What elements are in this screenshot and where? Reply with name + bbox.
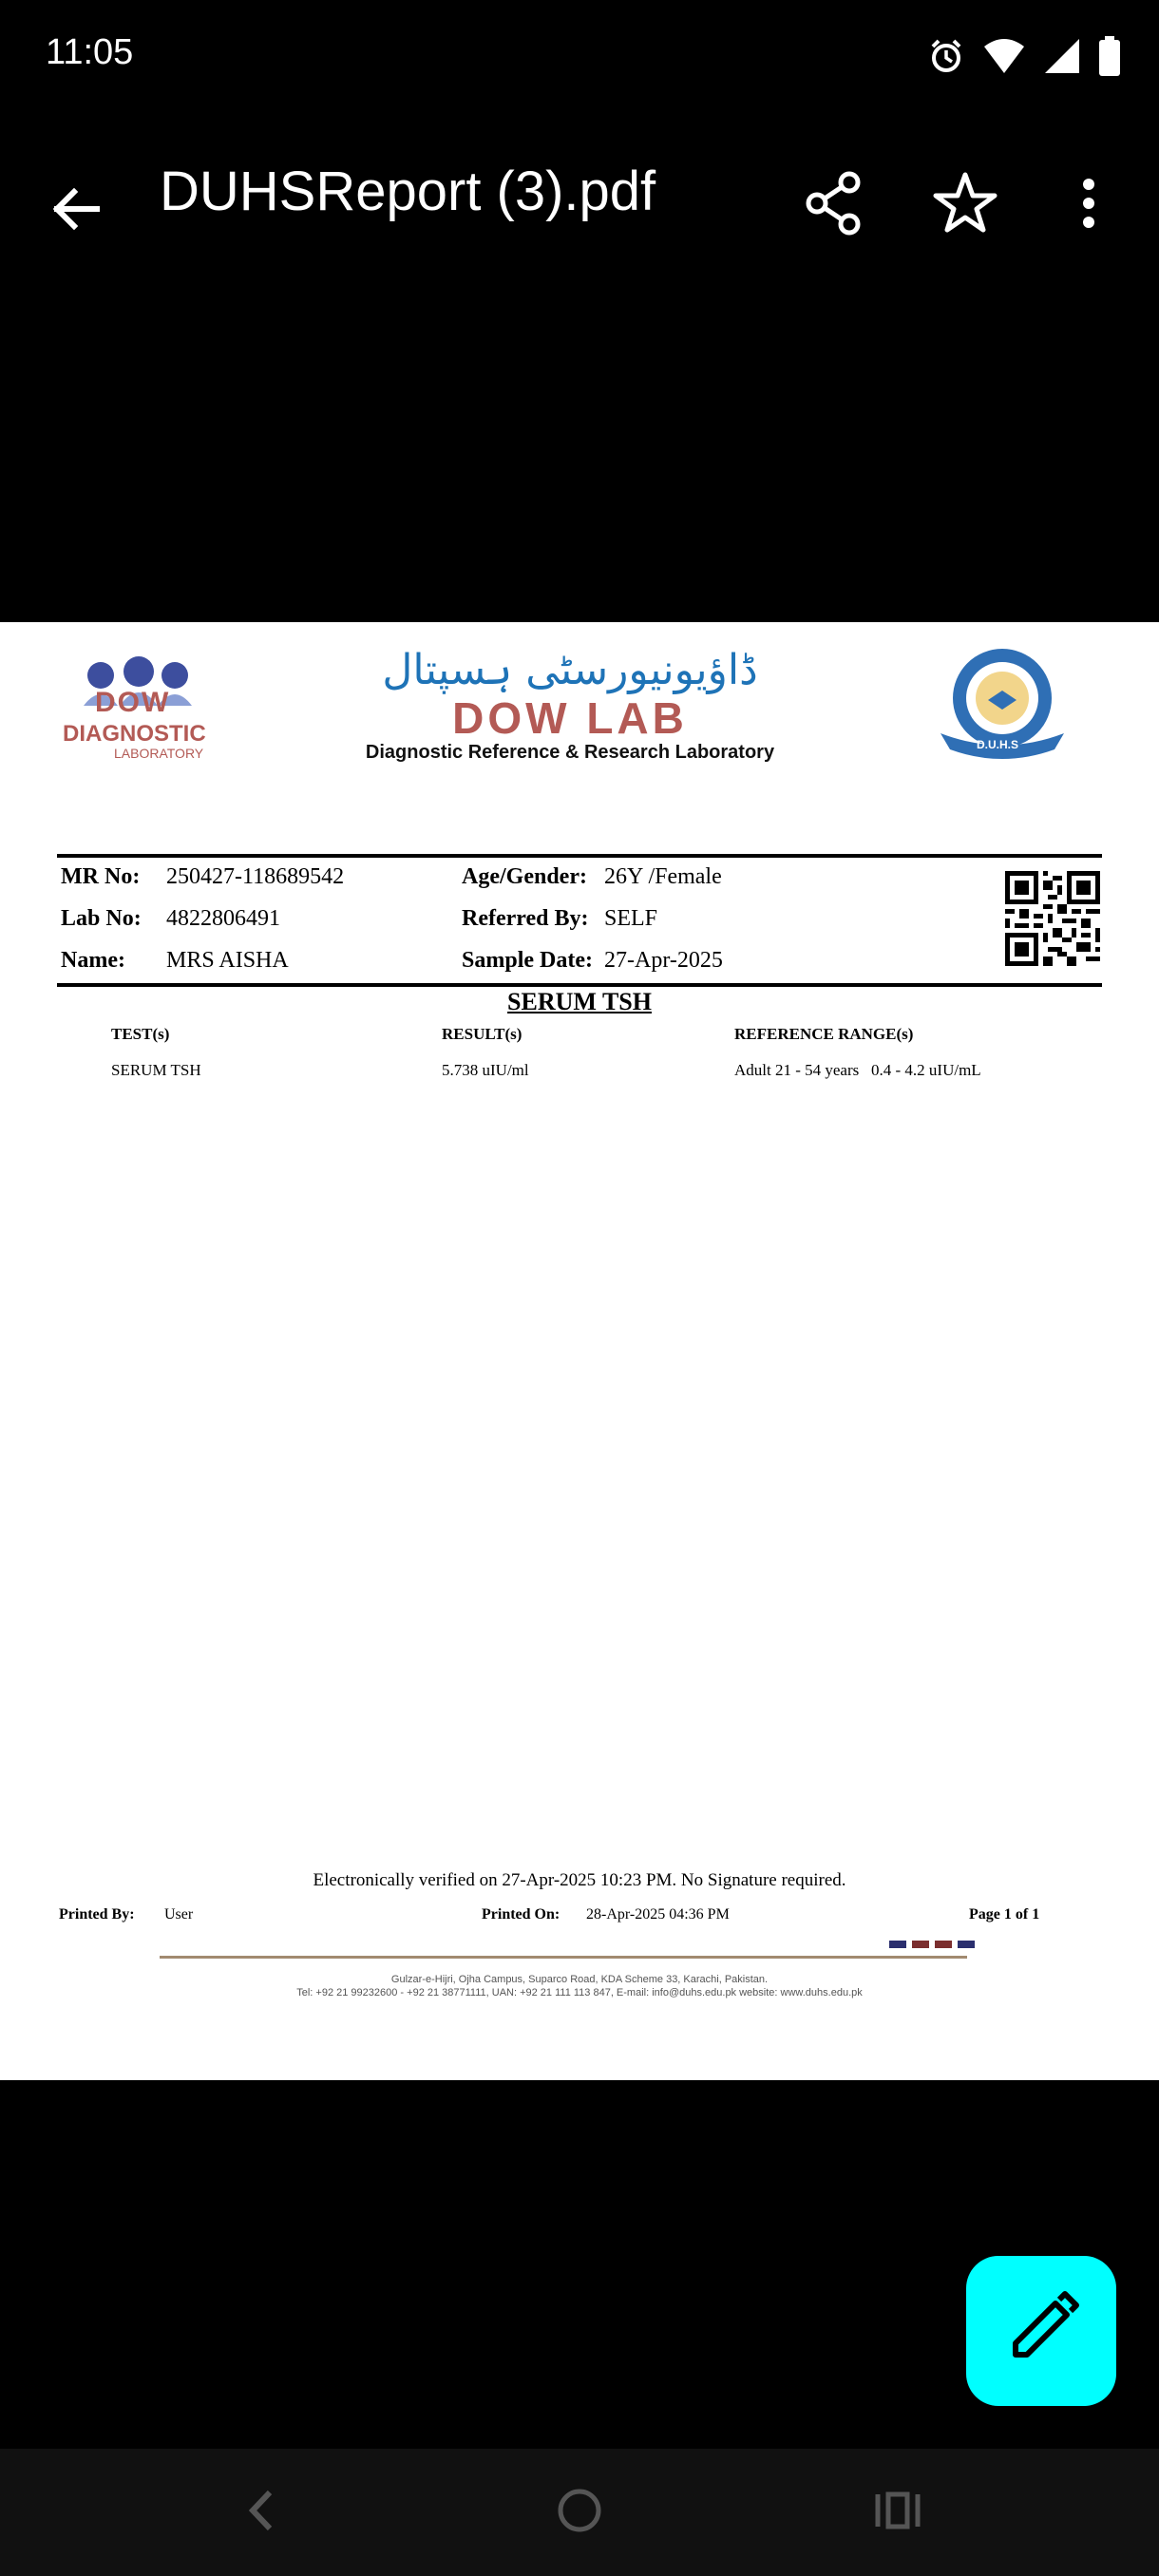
lab-no-label: Lab No: bbox=[61, 906, 142, 931]
wifi-icon bbox=[982, 37, 1026, 75]
verification-note: Electronically verified on 27-Apr-2025 10:23 PM. No Signature required. bbox=[313, 1870, 846, 1890]
footer-contact: Tel: +92 21 99232600 - +92 21 38771111, UAN: +92 21 111 113 847, E-mail: info@duhs.edu.pk website: www.duhs.edu.pk bbox=[296, 1987, 863, 1998]
lab-subtitle: Diagnostic Reference & Research Laboratory bbox=[365, 742, 775, 763]
mr-no-label: MR No: bbox=[61, 864, 141, 889]
back-button[interactable] bbox=[38, 171, 114, 247]
qr-code-icon bbox=[1005, 871, 1100, 966]
name-label: Name: bbox=[61, 948, 125, 973]
urdu-title: ڈاؤیونیورسٹی ہسپتال bbox=[382, 646, 758, 694]
name-value: MRS AISHA bbox=[166, 948, 289, 973]
referred-by-label: Referred By: bbox=[462, 906, 589, 931]
referred-by-value: SELF bbox=[604, 906, 658, 931]
star-icon bbox=[927, 165, 1003, 241]
footer-address: Gulzar-e-Hijri, Ojha Campus, Suparco Road, KDA Scheme 33, Karachi, Pakistan. bbox=[390, 1974, 769, 1985]
decorative-squares bbox=[889, 1941, 975, 1948]
more-options-button[interactable] bbox=[1054, 165, 1130, 241]
age-gender-label: Age/Gender: bbox=[462, 864, 587, 889]
mr-no-value: 250427-118689542 bbox=[166, 864, 345, 889]
row-result: 5.738 uIU/ml bbox=[442, 1061, 529, 1079]
back-arrow-icon bbox=[38, 171, 114, 247]
more-vert-icon bbox=[1054, 165, 1130, 241]
printed-by-value: User bbox=[164, 1906, 194, 1923]
sample-date-value: 27-Apr-2025 bbox=[604, 948, 723, 973]
status-time: 11:05 bbox=[46, 32, 134, 72]
age-gender-value: 26Y /Female bbox=[604, 864, 722, 889]
dow-diagnostic-logo bbox=[63, 649, 215, 763]
pdf-page bbox=[0, 622, 1159, 2080]
col-header-result: RESULT(s) bbox=[442, 1025, 522, 1043]
printed-by-label: Printed By: bbox=[59, 1906, 135, 1923]
edit-pencil-icon bbox=[966, 2256, 1116, 2406]
lab-header bbox=[304, 647, 836, 764]
share-button[interactable] bbox=[798, 165, 874, 241]
app-bar bbox=[0, 133, 1159, 256]
header-bottom-rule bbox=[57, 983, 1102, 987]
share-icon bbox=[798, 165, 874, 241]
signal-icon bbox=[1043, 37, 1081, 75]
logo-text-diagnostic: DIAGNOSTIC bbox=[63, 721, 206, 747]
col-header-test: TEST(s) bbox=[111, 1025, 170, 1043]
sample-date-label: Sample Date: bbox=[462, 948, 593, 973]
status-icons bbox=[927, 32, 1121, 80]
system-navigation-bar bbox=[0, 2449, 1159, 2576]
col-header-reference: REFERENCE RANGE(s) bbox=[734, 1025, 914, 1043]
lab-no-value: 4822806491 bbox=[166, 906, 280, 931]
page-number: Page 1 of 1 bbox=[969, 1906, 1040, 1923]
printed-on-label: Printed On: bbox=[482, 1906, 560, 1923]
battery-icon bbox=[1098, 36, 1121, 76]
edit-fab-button[interactable] bbox=[966, 2256, 1116, 2406]
status-bar bbox=[0, 0, 1159, 114]
footer-divider bbox=[160, 1956, 967, 1959]
lab-name: DOW LAB bbox=[452, 693, 688, 743]
row-reference-range: Adult 21 - 54 years 0.4 - 4.2 uIU/mL bbox=[734, 1061, 981, 1079]
nav-back-icon[interactable] bbox=[228, 2477, 294, 2544]
logo-text-laboratory: LABORATORY bbox=[114, 746, 204, 761]
document-title: DUHSReport (3).pdf bbox=[160, 161, 656, 222]
duhs-logo bbox=[931, 643, 1074, 767]
favorite-button[interactable] bbox=[927, 165, 1003, 241]
row-test-name: SERUM TSH bbox=[111, 1061, 201, 1079]
printed-on-value: 28-Apr-2025 04:36 PM bbox=[586, 1906, 730, 1923]
seal-text: D.U.H.S bbox=[977, 738, 1019, 751]
nav-home-icon[interactable] bbox=[546, 2477, 613, 2544]
alarm-icon bbox=[927, 37, 965, 75]
header-top-rule bbox=[57, 854, 1102, 858]
logo-text-dow: DOW bbox=[95, 687, 171, 718]
report-title: SERUM TSH bbox=[507, 988, 652, 1015]
nav-recents-icon[interactable] bbox=[864, 2477, 931, 2544]
